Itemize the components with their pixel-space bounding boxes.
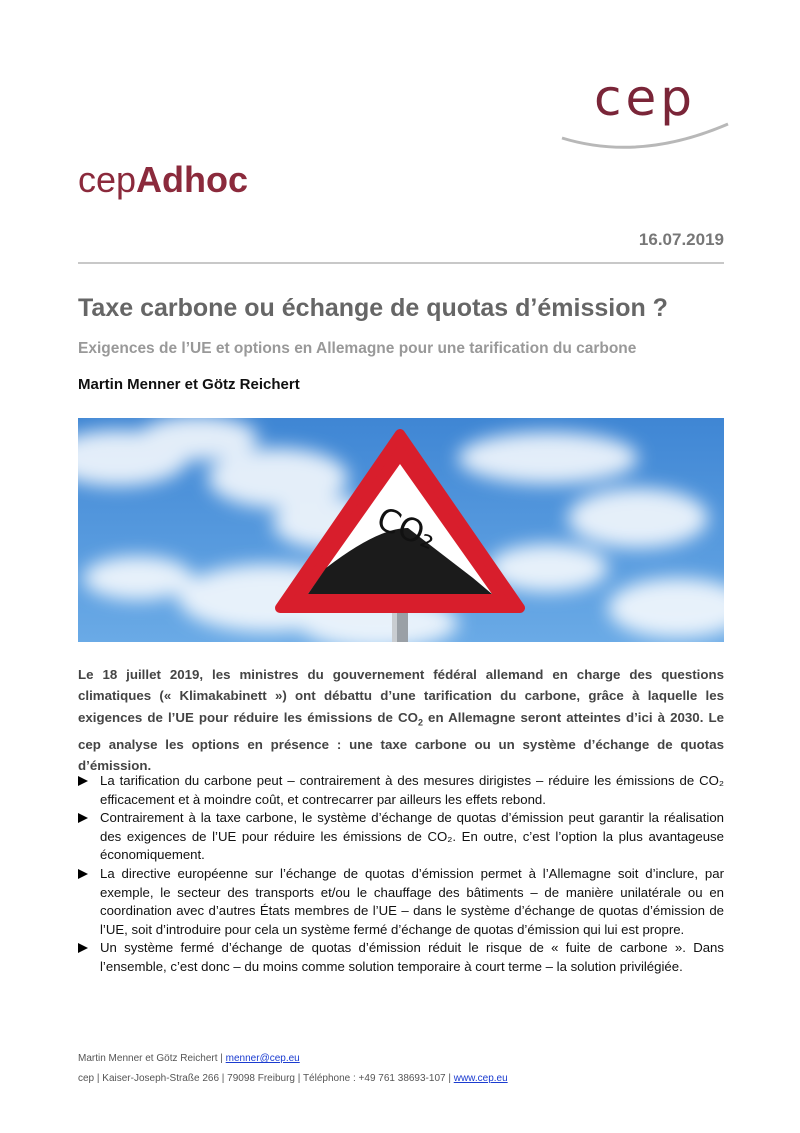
list-item bbox=[78, 939, 724, 976]
footer-address-text: cep | Kaiser-Joseph-Straße 266 | 79098 Freiburg | Téléphone : +49 761 38693-107 | bbox=[78, 1073, 451, 1084]
brand-suffix: Adhoc bbox=[136, 159, 249, 200]
footer-contact bbox=[78, 1052, 300, 1066]
footer-email-link[interactable]: menner@cep.eu bbox=[225, 1053, 300, 1064]
list-item bbox=[78, 865, 724, 939]
sign-label: CO₂ bbox=[371, 499, 442, 558]
page-title: Taxe carbone ou échange de quotas d’émission ? bbox=[78, 294, 668, 322]
footer-authors: Martin Menner et Götz Reichert | bbox=[78, 1053, 223, 1064]
list-item-text: Un système fermé d’échange de quotas d’émission réduit le risque de « fuite de carbone ». Dans l’ensemble, c’est donc – du moins comme solution temporaire à court terme – la solution privilégiée. bbox=[100, 940, 724, 974]
co2-warning-sign-image bbox=[78, 418, 724, 642]
footer-address bbox=[78, 1072, 508, 1086]
page-subtitle: Exigences de l’UE et options en Allemagne pour une tarification du carbone bbox=[78, 340, 637, 357]
list-item bbox=[78, 772, 724, 809]
cep-logo bbox=[560, 70, 730, 150]
lead-part2: en Allemagne seront atteintes d’ici à 2030. Le cep analyse les options en présence : une taxe carbone ou un système d’échange de quotas d’émission. bbox=[78, 709, 724, 773]
list-item bbox=[78, 809, 724, 865]
authors: Martin Menner et Götz Reichert bbox=[78, 376, 300, 393]
brand-title bbox=[78, 160, 248, 200]
hero-image bbox=[78, 418, 724, 642]
lead-part1: Le 18 juillet 2019, les ministres du gouvernement fédéral allemand en charge des questions climatiques (« Klimakabinett ») ont débattu d’une tarification du carbone, grâce à laquelle les exigences de l’UE pour réduire les émissions de CO bbox=[78, 667, 724, 725]
brand-prefix: cep bbox=[78, 159, 137, 200]
lead-subscript: 2 bbox=[417, 717, 423, 728]
key-points-list bbox=[78, 772, 724, 977]
header-divider bbox=[78, 262, 724, 264]
publication-date: 16.07.2019 bbox=[638, 230, 724, 249]
list-item-text: La tarification du carbone peut – contrairement à des mesures dirigistes – réduire les émissions de CO₂ efficacement et à moindre coût, et contrecarrer par ailleurs les effets rebond. bbox=[100, 773, 724, 807]
list-item-text: La directive européenne sur l’échange de quotas d’émission permet à l’Allemagne soit d’inclure, par exemple, le secteur des transports et/ou le chauffage des bâtiments – de manière unilatérale ou en coordination avec d’autres États membres de l’UE – dans le système d’échange de quotas d’émission de l’UE, soit d’introduire pour cela un système fermé d’échange de quotas d’émission qui lui est propre. bbox=[100, 865, 724, 937]
triangle-bullet-icon bbox=[78, 943, 88, 953]
triangle-bullet-icon bbox=[78, 776, 88, 786]
triangle-bullet-icon bbox=[78, 813, 88, 823]
triangle-bullet-icon bbox=[78, 869, 88, 879]
logo-swoosh-icon bbox=[560, 100, 730, 150]
lead-paragraph bbox=[78, 664, 724, 776]
list-item-text: Contrairement à la taxe carbone, le système d’échange de quotas d’émission peut garantir la réalisation des exigences de l’UE pour réduire les émissions de CO₂. En outre, c’est l’option la plus avantageuse économiquement. bbox=[100, 810, 724, 863]
logo-text: cep bbox=[594, 69, 696, 127]
footer-website-link[interactable]: www.cep.eu bbox=[453, 1073, 508, 1084]
